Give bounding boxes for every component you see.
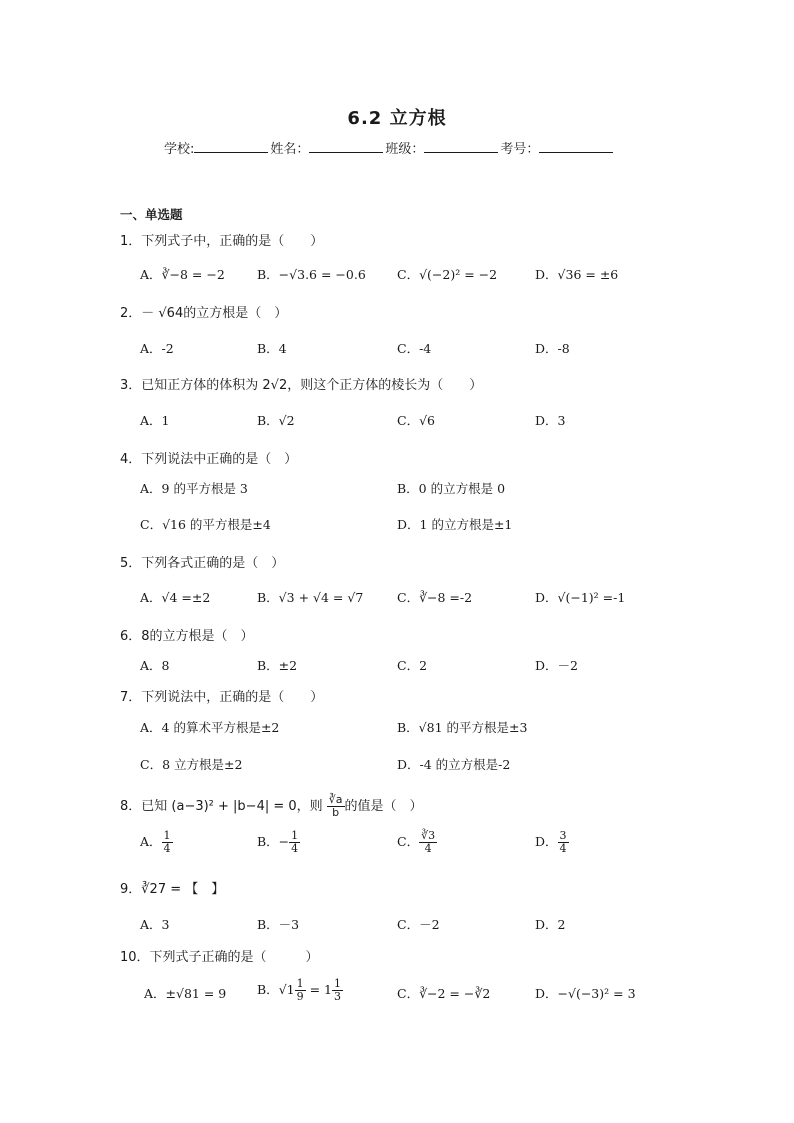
question-8-option-d-num: 3 xyxy=(559,829,567,842)
question-8-stem-fraction-den: b xyxy=(332,806,340,819)
question-4-option-a: A．9 的平方根是 3 xyxy=(140,481,248,496)
question-8-option-a-den: 4 xyxy=(163,842,171,855)
question-10-stem: 10．下列式子正确的是（ ） xyxy=(120,950,319,965)
name-blank[interactable] xyxy=(309,138,383,153)
question-6-option-d: D．－2 xyxy=(535,658,578,673)
question-1-option-b: B．−√3.6 = −0.6 xyxy=(257,267,366,282)
question-7-stem: 7．下列说法中，正确的是（ ） xyxy=(120,690,324,705)
question-1-option-d: D．√36 = ±6 xyxy=(535,267,619,282)
question-3-stem: 3．已知正方体的体积为 2√2，则这个正方体的棱长为（ ） xyxy=(120,378,483,393)
question-2-option-a: A．-2 xyxy=(140,341,174,356)
question-8-option-b xyxy=(257,830,300,855)
question-8-stem-text: 8．已知 (a−3)² + |b−4| = 0，则 xyxy=(120,799,323,814)
question-6-option-b: B．±2 xyxy=(257,658,298,673)
question-4-option-c: C．√16 的平方根是±4 xyxy=(140,517,271,532)
question-4-option-d: D．1 的立方根是±1 xyxy=(397,517,513,532)
question-8-stem-tail: 的值是（ ） xyxy=(344,799,423,814)
question-8-option-c-label: C． xyxy=(397,834,420,849)
question-6-stem: 6．8的立方根是（ ） xyxy=(120,629,254,644)
question-9-option-d: D．2 xyxy=(535,917,566,932)
question-5-option-a: A．√4 =±2 xyxy=(140,590,211,605)
question-2-option-b: B．4 xyxy=(257,341,287,356)
question-2-stem: 2．－ √64的立方根是（ ） xyxy=(120,306,288,321)
class-blank[interactable] xyxy=(424,138,498,153)
question-2-option-c: C．-4 xyxy=(397,341,432,356)
question-8-stem xyxy=(120,794,423,819)
question-9-option-b: B．－3 xyxy=(257,917,300,932)
question-8-option-b-num: 1 xyxy=(291,829,299,842)
school-blank[interactable] xyxy=(194,138,268,153)
question-4-option-b: B．0 的立方根是 0 xyxy=(397,481,506,496)
question-8-option-c-num: ∛3 xyxy=(421,829,436,842)
question-8-stem-fraction xyxy=(327,794,345,819)
question-8-option-a xyxy=(140,830,173,855)
question-8-option-a-label: A． xyxy=(140,834,162,849)
name-label: 姓名： xyxy=(270,142,310,157)
question-5-option-b: B．√3 + √4 = √7 xyxy=(257,590,364,605)
question-7-option-b: B．√81 的平方根是±3 xyxy=(397,720,528,735)
number-label: 考号： xyxy=(500,142,540,157)
question-10-option-b-num2: 1 xyxy=(333,977,341,990)
page-title: 6.2 立方根 xyxy=(347,108,447,129)
question-8-option-d-label: D． xyxy=(535,834,558,849)
question-7-option-a: A．4 的算术平方根是±2 xyxy=(140,720,280,735)
question-7-option-d: D．-4 的立方根是-2 xyxy=(397,757,511,772)
question-10-option-b-num1: 1 xyxy=(296,977,304,990)
question-7-option-c: C．8 立方根是±2 xyxy=(140,757,243,772)
question-8-option-c xyxy=(397,830,437,855)
number-blank[interactable] xyxy=(539,138,613,153)
question-8-option-c-fraction xyxy=(419,830,437,855)
student-info-row xyxy=(164,138,644,157)
question-8-option-b-label: B．− xyxy=(257,834,290,849)
question-8-option-b-den: 4 xyxy=(291,842,299,855)
question-10-option-b-fraction-2 xyxy=(332,978,343,1003)
question-8-option-c-den: 4 xyxy=(424,842,432,855)
question-8-option-a-num: 1 xyxy=(163,829,171,842)
question-10-option-a: A．±√81 = 9 xyxy=(144,986,227,1001)
question-6-option-c: C．2 xyxy=(397,658,428,673)
question-10-option-c: C．∛−2 = −∛2 xyxy=(397,986,491,1001)
question-10-option-b xyxy=(257,978,343,1003)
question-8-stem-fraction-num: ∛a xyxy=(328,793,343,806)
question-3-option-a: A．1 xyxy=(140,413,170,428)
question-10-option-b-root: √1 xyxy=(278,982,295,997)
question-10-option-b-den1: 9 xyxy=(296,990,304,1003)
question-8-option-a-fraction xyxy=(162,830,173,855)
question-4-stem: 4．下列说法中正确的是（ ） xyxy=(120,452,298,467)
question-10-option-b-den2: 3 xyxy=(333,990,341,1003)
question-1-option-c: C．√(−2)² = −2 xyxy=(397,267,498,282)
question-8-option-b-fraction xyxy=(289,830,300,855)
question-8-option-d xyxy=(535,830,569,855)
section-heading: 一、单选题 xyxy=(120,207,183,222)
question-9-stem: 9．∛27 = 【 】 xyxy=(120,882,225,897)
question-8-option-d-fraction xyxy=(558,830,569,855)
question-5-option-c: C．∛−8 =-2 xyxy=(397,590,473,605)
question-10-option-b-equals: = 1 xyxy=(305,982,332,997)
question-3-option-d: D．3 xyxy=(535,413,566,428)
question-3-option-b: B．√2 xyxy=(257,413,295,428)
question-6-option-a: A．8 xyxy=(140,658,170,673)
question-10-option-b-label: B． xyxy=(257,982,279,997)
question-10-option-b-fraction-1 xyxy=(295,978,306,1003)
question-9-option-c: C．－2 xyxy=(397,917,440,932)
question-1-option-a: A．∛−8 = −2 xyxy=(140,267,225,282)
question-5-option-d: D．√(−1)² =-1 xyxy=(535,590,626,605)
question-1-stem: 1．下列式子中，正确的是（ ） xyxy=(120,234,324,249)
question-2-option-d: D．-8 xyxy=(535,341,570,356)
question-5-stem: 5．下列各式正确的是（ ） xyxy=(120,556,285,571)
class-label: 班级： xyxy=(385,142,425,157)
question-8-option-d-den: 4 xyxy=(559,842,567,855)
question-3-option-c: C．√6 xyxy=(397,413,435,428)
school-label: 学校: xyxy=(164,142,195,157)
question-9-option-a: A．3 xyxy=(140,917,170,932)
question-10-option-d: D．−√(−3)² = 3 xyxy=(535,986,636,1001)
